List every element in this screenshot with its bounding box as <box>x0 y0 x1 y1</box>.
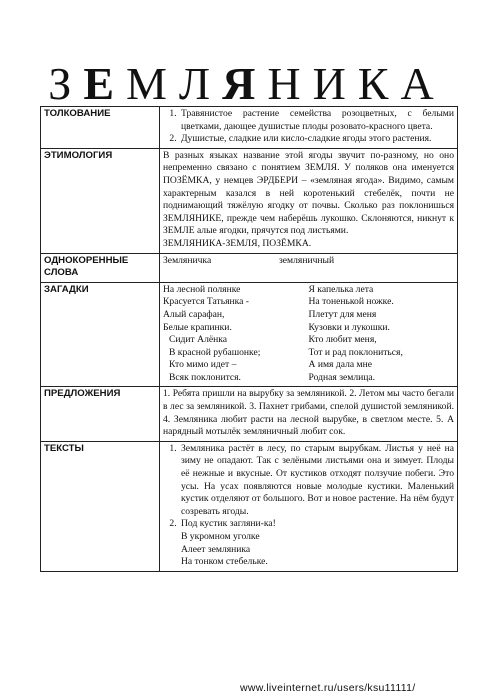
riddle-line: А имя дала мне <box>308 359 372 371</box>
riddle-line: Я капелька лета <box>308 283 374 295</box>
title-part: НИКА <box>267 58 446 109</box>
poem-line: В укромном уголке <box>181 531 260 542</box>
definition-item: 1. Травянистое растение семейства розоцветных, с белыми цветками, дающее душистые плоды розовато-красного цвета. <box>179 108 454 133</box>
etymology-text: В разных языках название этой ягоды звучит по-разному, но оно непременно связано с понятием ЗЕМЛЯ. У поляков она именуется ПОЗЁМКА, у немцев ЭРДБЕРИ – «земляная ягода». Видимо, самым характерным казался в ней коротенький стебелёк, почти не поднимающий тяжёлую ягодку от почвы. Сколько раз поклонишься ЗЕМЛЯНИКЕ, прежде чем наберёшь лукошко. Склоняются, никнут к ЗЕМЛЕ алые ягодки, прячутся под листьями. <box>163 149 454 237</box>
riddle-line: Всяк поклонится. <box>169 371 241 383</box>
row-odnokorennye <box>41 253 458 282</box>
riddle-line: В красной рубашонке; <box>169 346 261 358</box>
row-content <box>160 441 458 571</box>
row-predlozheniya <box>41 387 458 441</box>
riddle-line: Белые крапинки. <box>163 321 232 333</box>
riddle-line: Сидит Алёнка <box>169 334 228 346</box>
poem-line: Алеет земляника <box>181 543 251 555</box>
riddle-line: На лесной полянке <box>163 283 241 295</box>
riddle-line: Кто мимо идет – <box>169 359 237 371</box>
row-tolkovanie <box>41 107 458 149</box>
row-content <box>160 107 458 149</box>
riddle-right <box>309 284 455 385</box>
riddle-line: Красуется Татьянка - <box>163 296 250 308</box>
page-title <box>0 58 494 110</box>
riddle-line: Плетут для меня <box>308 308 377 320</box>
row-content <box>160 282 458 387</box>
etymology-summary: ЗЕМЛЯНИКА-ЗЕМЛЯ, ПОЗЁМКА. <box>163 237 312 249</box>
title-part: МЛ <box>126 58 223 109</box>
sentences-text: 1. Ребята пришли на вырубку за земляникой. 2. Летом мы часто бегали в лес за земляникой. 3. Пахнет грибами, спелой душистой земляникой. 4. Земляника любит расти на лесной вырубке, в светлом месте. 5. А нарядный мотылёк земляничный любит сок. <box>160 387 458 441</box>
riddle-line: Родная землица. <box>308 371 376 383</box>
row-label: ТОЛКОВАНИЕ <box>41 107 160 149</box>
related-word: земляничный <box>279 254 335 266</box>
riddle-line: Алый сарафан, <box>163 308 225 320</box>
row-teksty <box>41 441 458 571</box>
related-word: Земляничка <box>163 254 212 266</box>
riddle-line: Тот и рад поклониться, <box>308 346 403 358</box>
title-part-bold: Е <box>83 58 127 109</box>
poem-line: На тонком стебельке. <box>181 556 268 568</box>
row-label: ЭТИМОЛОГИЯ <box>41 148 160 253</box>
row-label: ТЕКСТЫ <box>41 441 160 571</box>
definition-item: 2. Душистые, сладкие или кисло-сладкие ягоды этого растения. <box>179 133 454 146</box>
poem-item <box>179 518 454 568</box>
source-url: www.liveinternet.ru/users/ksu11111/ <box>240 682 416 694</box>
row-etimologiya <box>41 148 458 253</box>
row-label: ОДНОКОРЕННЫЕ СЛОВА <box>41 253 160 282</box>
poem-line: 2. Под кустик загляни-ка! <box>181 518 276 530</box>
row-zagadki <box>41 282 458 387</box>
riddle-line: Кузовки и лукошки. <box>308 321 390 333</box>
title-part-bold: Я <box>222 58 268 109</box>
riddle-line: Кто любит меня, <box>308 334 377 346</box>
row-content <box>160 253 458 282</box>
riddle-line: На тоненькой ножке. <box>308 296 394 308</box>
text-item: 1. Земляника растёт в лесу, по старым вырубкам. Листья у неё на зиму не опадают. Так с зелёными листьями она и зимует. Плоды её нежные и вкусные. От кустиков отходят ползучие побеги. Это усы. На усах появляются новые молодые кустики. Маленький кустик отделяют от большого. Вот и новое растение. На нём будут созревать ягоды. <box>179 443 454 519</box>
riddle-left <box>163 284 309 385</box>
row-label: ПРЕДЛОЖЕНИЯ <box>41 387 160 441</box>
word-card-table <box>40 106 458 572</box>
row-content <box>160 148 458 253</box>
row-label: ЗАГАДКИ <box>41 282 160 387</box>
title-part: З <box>48 58 84 109</box>
